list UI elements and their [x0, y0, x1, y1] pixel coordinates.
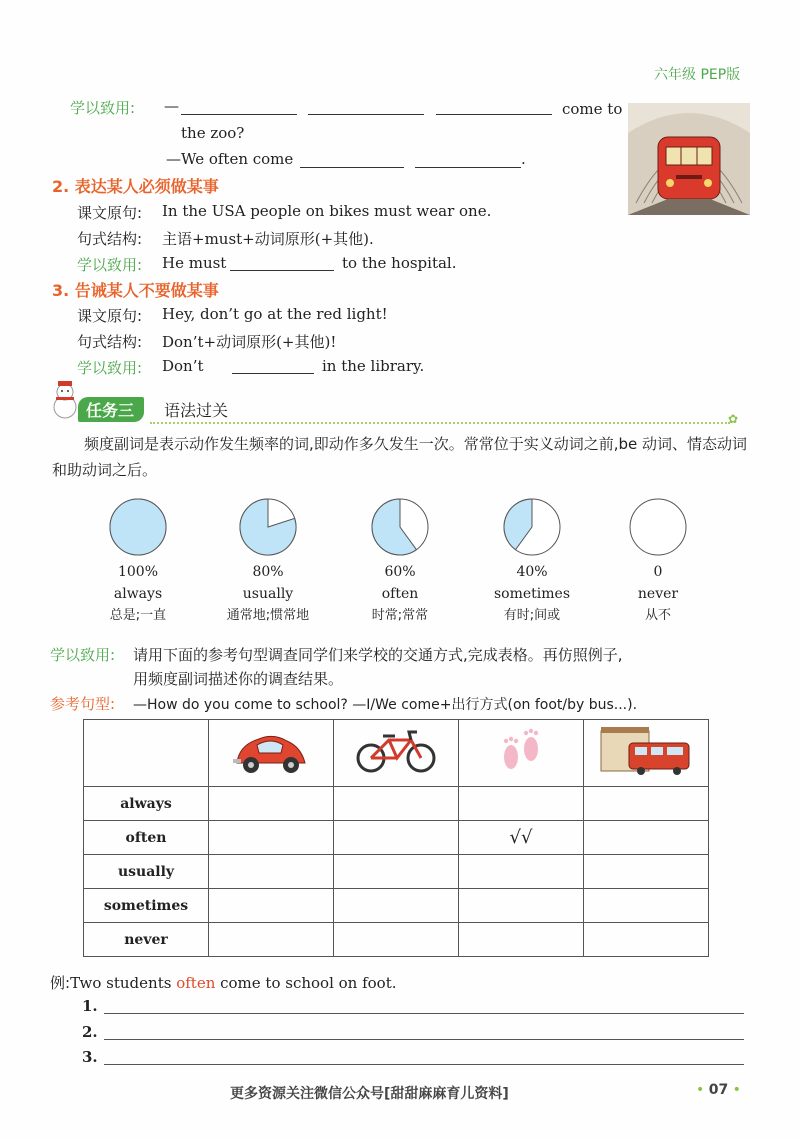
- table-row: [84, 787, 709, 821]
- task-badge: 任务三: [78, 397, 144, 422]
- subway-train-illustration: [628, 103, 750, 215]
- pie-word: usually: [242, 586, 294, 602]
- sentence-text: —We often come: [166, 150, 294, 168]
- example-sentence: [50, 972, 397, 993]
- survey-cell[interactable]: [459, 923, 584, 957]
- intro-paragraph: 频度副词是表示动作发生频率的词,即动作多久发生一次。常常位于实义动词之前,be 动词、情态动词和助动词之后。: [52, 435, 748, 479]
- sentence-text: Don’t: [162, 357, 204, 375]
- table-row: [84, 923, 709, 957]
- page-number: [696, 1082, 741, 1098]
- pie-chart-always: [108, 497, 168, 557]
- row-label: 句式结构:: [77, 333, 143, 351]
- row-text: Don’t+动词原形(+其他)!: [162, 333, 337, 351]
- column-car: [209, 720, 334, 787]
- section-heading: 2. 表达某人必须做某事: [52, 177, 219, 196]
- pie-percent: 100%: [117, 564, 159, 580]
- period: .: [521, 150, 526, 168]
- pie-chart-never: [628, 497, 688, 557]
- survey-cell[interactable]: [209, 787, 334, 821]
- line-number: 1.: [82, 997, 98, 1015]
- bus-icon: [599, 725, 693, 777]
- survey-cell[interactable]: [584, 889, 709, 923]
- footer-text: 更多资源关注微信公众号[甜甜麻麻育儿资料]: [230, 1086, 509, 1102]
- pie-chart-usually: [238, 497, 298, 557]
- section-heading: 3. 告诫某人不要做某事: [52, 281, 219, 300]
- pie-chinese: 从不: [644, 608, 671, 623]
- column-bicycle: [334, 720, 459, 787]
- pie-percent: 0: [653, 564, 663, 580]
- survey-cell[interactable]: [584, 821, 709, 855]
- practice-text: 请用下面的参考句型调查同学们来学校的交通方式,完成表格。再仿照例子,: [133, 646, 623, 664]
- survey-cell[interactable]: [584, 923, 709, 957]
- dash: —: [164, 97, 179, 115]
- answer-blank[interactable]: [415, 153, 521, 168]
- banner-divider: [150, 422, 730, 424]
- sentence-text: to the hospital.: [342, 254, 457, 272]
- practice-label: 学以致用:: [50, 646, 116, 664]
- example-text: come to school on foot.: [215, 974, 397, 992]
- survey-cell[interactable]: [584, 855, 709, 889]
- survey-cell[interactable]: [459, 855, 584, 889]
- practice-text: 用频度副词描述你的调查结果。: [133, 670, 344, 688]
- survey-cell[interactable]: [459, 889, 584, 923]
- writing-line[interactable]: [104, 1039, 744, 1040]
- pie-chart-often: [370, 497, 430, 557]
- sentence-text: come to: [562, 100, 623, 118]
- survey-cell[interactable]: [334, 889, 459, 923]
- pie-chinese: 总是;一直: [109, 608, 167, 623]
- survey-cell[interactable]: [334, 787, 459, 821]
- writing-line[interactable]: [104, 1013, 744, 1014]
- sentence-text: the zoo?: [181, 124, 245, 142]
- pie-caption: [345, 561, 455, 627]
- writing-line[interactable]: [104, 1064, 744, 1065]
- pie-chinese: 时常;常常: [371, 608, 429, 623]
- pie-word: often: [381, 586, 419, 602]
- pie-percent: 80%: [252, 564, 284, 580]
- line-number: 3.: [82, 1048, 98, 1066]
- pie-caption: [213, 561, 323, 627]
- row-label: 课文原句:: [77, 307, 143, 325]
- pie-chinese: 有时;间或: [503, 608, 561, 623]
- survey-table: [83, 719, 709, 957]
- survey-cell[interactable]: [334, 923, 459, 957]
- column-bus: [584, 720, 709, 787]
- survey-cell[interactable]: [209, 923, 334, 957]
- answer-blank[interactable]: [308, 100, 424, 115]
- page-number-value: 07: [708, 1082, 729, 1098]
- survey-cell[interactable]: [334, 821, 459, 855]
- answer-blank[interactable]: [232, 359, 314, 374]
- pie-word: sometimes: [493, 586, 571, 602]
- row-frequency-label: never: [84, 923, 209, 957]
- pie-chart-sometimes: [502, 497, 562, 557]
- pie-chinese: 通常地;惯常地: [226, 608, 310, 623]
- row-text: In the USA people on bikes must wear one.: [162, 202, 492, 220]
- survey-cell[interactable]: √√: [459, 821, 584, 855]
- example-highlight: often: [176, 974, 216, 992]
- apply-label-1: 学以致用:: [70, 99, 136, 117]
- row-label: 课文原句:: [77, 204, 143, 222]
- grade-tag: 六年级 PEP版: [654, 67, 741, 83]
- row-text: Hey, don’t go at the red light!: [162, 305, 388, 323]
- table-row: [84, 889, 709, 923]
- answer-blank[interactable]: [181, 100, 297, 115]
- example-label: 例:: [50, 974, 71, 992]
- flower-icon: ✿: [728, 412, 739, 426]
- pie-word: never: [637, 586, 679, 602]
- sentence-text: in the library.: [322, 357, 425, 375]
- row-frequency-label: often: [84, 821, 209, 855]
- row-label: 句式结构:: [77, 230, 143, 248]
- car-icon: [231, 725, 311, 777]
- answer-blank[interactable]: [230, 256, 334, 271]
- pie-slice: [110, 499, 166, 555]
- pie-background: [630, 499, 686, 555]
- bicycle-icon: [353, 728, 439, 774]
- pie-caption: [83, 561, 193, 627]
- dot-icon: •: [696, 1082, 705, 1098]
- survey-cell[interactable]: [209, 889, 334, 923]
- answer-blank[interactable]: [436, 100, 552, 115]
- table-row: [84, 821, 709, 855]
- pie-percent: 40%: [516, 564, 548, 580]
- survey-cell[interactable]: [584, 787, 709, 821]
- example-text: Two students: [70, 974, 177, 992]
- row-frequency-label: always: [84, 787, 209, 821]
- row-frequency-label: usually: [84, 855, 209, 889]
- task-title: 语法过关: [164, 401, 229, 420]
- reference-text: —How do you come to school? —I/We come+出行方式(on foot/by bus...).: [133, 697, 638, 713]
- apply-label-3: 学以致用:: [77, 359, 143, 377]
- survey-cell[interactable]: [334, 855, 459, 889]
- survey-cell[interactable]: [209, 821, 334, 855]
- table-row: [84, 855, 709, 889]
- survey-cell[interactable]: [209, 855, 334, 889]
- pie-percent: 60%: [384, 564, 416, 580]
- row-text: 主语+must+动词原形(+其他).: [162, 230, 374, 248]
- row-frequency-label: sometimes: [84, 889, 209, 923]
- sentence-text: He must: [162, 254, 227, 272]
- survey-cell[interactable]: [459, 787, 584, 821]
- answer-blank[interactable]: [300, 153, 404, 168]
- reference-label: 参考句型:: [50, 695, 116, 713]
- snowman-icon: [48, 380, 82, 420]
- column-foot: [459, 720, 584, 787]
- apply-label-2: 学以致用:: [77, 256, 143, 274]
- table-corner: [84, 720, 209, 787]
- pie-caption: [603, 561, 713, 627]
- pie-word: always: [113, 586, 163, 602]
- footprints-icon: [491, 725, 551, 777]
- line-number: 2.: [82, 1023, 98, 1041]
- pie-caption: [477, 561, 587, 627]
- dot-icon: •: [732, 1082, 741, 1098]
